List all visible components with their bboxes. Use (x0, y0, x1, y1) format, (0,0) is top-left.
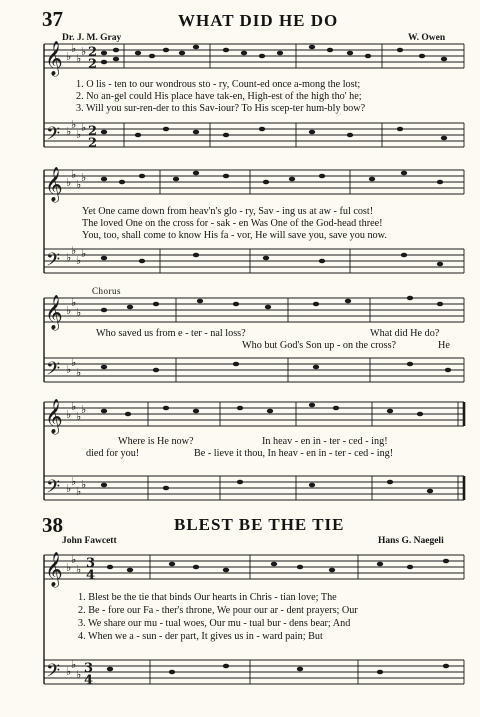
svg-text:♭: ♭ (66, 176, 72, 189)
verse-line: Yet One came down from heav'n's glo - ry, Sav - ing us at aw - ful cost! (82, 206, 374, 217)
svg-text:𝄢: 𝄢 (46, 124, 61, 149)
svg-text:♭: ♭ (81, 45, 87, 58)
noteheads (101, 45, 451, 675)
svg-text:𝄢: 𝄢 (46, 661, 61, 686)
svg-text:𝄢: 𝄢 (46, 477, 61, 502)
svg-text:♭: ♭ (76, 366, 82, 379)
hymn-number: 37 (42, 7, 63, 31)
svg-text:♭: ♭ (71, 296, 77, 309)
svg-text:♭: ♭ (71, 400, 77, 413)
svg-text:♭: ♭ (71, 356, 77, 369)
svg-text:♭: ♭ (76, 178, 82, 191)
svg-text:♭: ♭ (71, 168, 77, 181)
svg-text:♭: ♭ (81, 247, 87, 260)
svg-text:𝄞: 𝄞 (45, 295, 63, 330)
svg-text:♭: ♭ (81, 403, 87, 416)
svg-text:♭: ♭ (76, 128, 82, 141)
staff-lines (44, 44, 464, 684)
verse-line: The loved One on the cross for - sak - en Was One of the God-head three! (82, 218, 383, 229)
svg-text:♭: ♭ (66, 125, 72, 138)
svg-text:2: 2 (88, 136, 98, 151)
verse-line: 2. No an-gel could His place have tak-en, High-est of the high tho' he; (76, 91, 362, 102)
svg-text:2: 2 (88, 45, 98, 60)
svg-text:♭: ♭ (66, 251, 72, 264)
svg-text:2: 2 (88, 124, 98, 139)
chorus-label: Chorus (92, 286, 122, 296)
svg-text:♭: ♭ (66, 665, 72, 678)
svg-text:3: 3 (84, 661, 94, 676)
svg-text:♭: ♭ (81, 121, 87, 134)
svg-text:2: 2 (88, 57, 98, 72)
clefs (45, 41, 63, 686)
chorus-line: Who saved us from e - ter - nal loss? (96, 328, 246, 339)
hymn-title: BLEST BE THE TIE (174, 515, 345, 534)
svg-text:♭: ♭ (66, 482, 72, 495)
svg-text:𝄢: 𝄢 (46, 359, 61, 384)
svg-text:♭: ♭ (76, 410, 82, 423)
svg-text:♭: ♭ (76, 485, 82, 498)
svg-text:♭: ♭ (71, 244, 77, 257)
svg-text:♭: ♭ (66, 304, 72, 317)
svg-text:♭: ♭ (76, 254, 82, 267)
svg-text:𝄞: 𝄞 (45, 167, 63, 202)
verse-line: 3. Will you sur-ren-der to this Sav-iour? To His scep-ter hum-bly bow? (76, 103, 366, 114)
svg-text:♭: ♭ (76, 563, 82, 576)
verse-line: 3. We share our mu - tual woes, Our mu - tual bur - dens bear; And (78, 618, 351, 629)
music-credit: Hans G. Naegeli (378, 536, 444, 546)
svg-text:♭: ♭ (76, 668, 82, 681)
words-credit: Dr. J. M. Gray (62, 33, 122, 43)
svg-text:4: 4 (86, 568, 96, 583)
svg-text:♭: ♭ (71, 42, 77, 55)
svg-text:♭: ♭ (81, 171, 87, 184)
svg-text:♭: ♭ (81, 478, 87, 491)
chorus-line: died for you! (86, 448, 140, 459)
svg-text:𝄞: 𝄞 (45, 41, 63, 76)
chorus-line: What did He do? (370, 328, 440, 339)
svg-text:♭: ♭ (76, 306, 82, 319)
svg-text:♭: ♭ (66, 50, 72, 63)
svg-text:𝄞: 𝄞 (45, 399, 63, 434)
verse-line: 1. Blest be the tie that binds Our hearts in Chris - tian love; The (78, 592, 337, 603)
svg-text:4: 4 (84, 673, 94, 688)
hymn-number: 38 (42, 513, 63, 537)
svg-text:♭: ♭ (66, 561, 72, 574)
chorus-line: Where is He now? (118, 436, 194, 447)
verse-line: 4. When we a - sun - der part, It gives us in - ward pain; But (78, 631, 323, 642)
svg-text:𝄢: 𝄢 (46, 250, 61, 275)
svg-text:3: 3 (86, 556, 96, 571)
svg-text:♭: ♭ (71, 118, 77, 131)
svg-text:♭: ♭ (71, 475, 77, 488)
svg-text:♭: ♭ (66, 363, 72, 376)
verse-line: 1. O lis - ten to our wondrous sto - ry, Count-ed once a-mong the lost; (76, 79, 361, 90)
verse-line: You, too, shall come to know His fa - vor, He will save you, save you now. (82, 230, 387, 241)
music-credit: W. Owen (408, 33, 446, 43)
chorus-line: In heav - en in - ter - ced - ing! (262, 436, 388, 447)
svg-text:♭: ♭ (66, 408, 72, 421)
svg-text:𝄞: 𝄞 (45, 552, 63, 587)
chorus-line: Be - lieve it thou, In heav - en in - ter - ced - ing! (194, 448, 394, 459)
chorus-line: Who but God's Son up - on the cross? (242, 340, 397, 351)
hymn-title: WHAT DID HE DO (178, 11, 339, 30)
svg-text:♭: ♭ (76, 52, 82, 65)
verse-line: 2. Be - fore our Fa - ther's throne, We pour our ar - dent prayers; Our (78, 605, 358, 616)
chorus-line: He (438, 340, 450, 351)
svg-text:♭: ♭ (71, 658, 77, 671)
key-signatures (66, 42, 86, 681)
svg-text:♭: ♭ (71, 553, 77, 566)
words-credit: John Fawcett (62, 536, 117, 546)
